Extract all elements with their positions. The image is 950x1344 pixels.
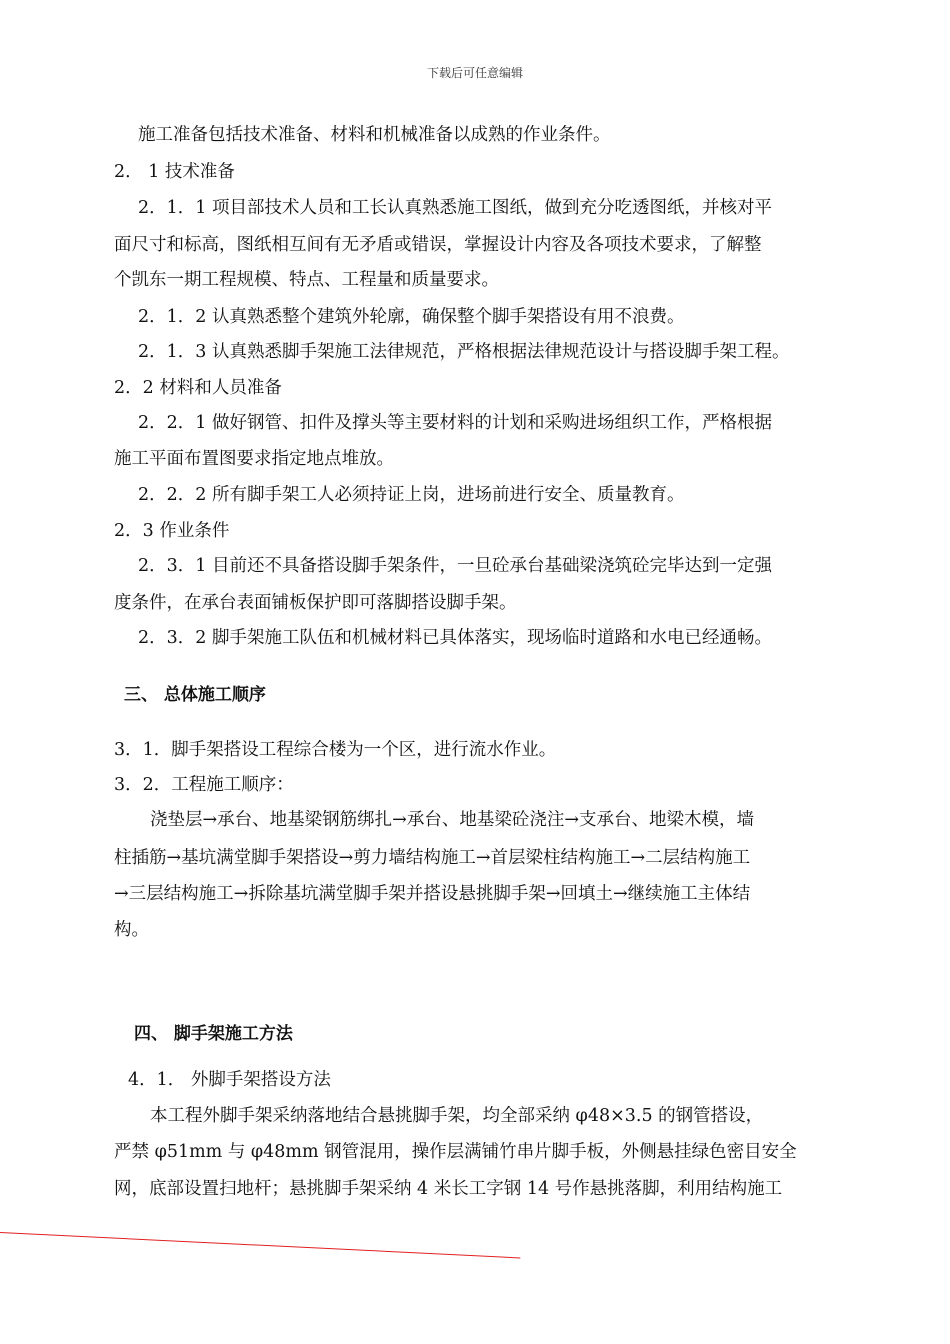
paragraph-line: 浇垫层→承台、地基梁钢筋绑扎→承台、地基梁砼浇注→支承台、地梁木模，墙 <box>150 810 754 830</box>
paragraph-line: 2．2．2 所有脚手架工人必须持证上岗，进场前进行安全、质量教育。 <box>138 485 685 505</box>
paragraph-line: 度条件，在承台表面铺板保护即可落脚搭设脚手架。 <box>114 593 517 613</box>
paragraph-line: 2．1．2 认真熟悉整个建筑外轮廓，确保整个脚手架搭设有用不浪费。 <box>138 307 685 327</box>
red-underline-mark <box>0 1232 520 1258</box>
section-heading: 2．3 作业条件 <box>114 521 230 541</box>
chapter-heading: 四、 脚手架施工方法 <box>134 1024 293 1044</box>
paragraph-line: 施工准备包括技术准备、材料和机械准备以成熟的作业条件。 <box>138 125 611 145</box>
paragraph-line: 2．1．1 项目部技术人员和工长认真熟悉施工图纸，做到充分吃透图纸，并核对平 <box>138 198 772 218</box>
page-header: 下载后可任意编辑 <box>426 66 523 80</box>
paragraph-line: 3．2．工程施工顺序： <box>114 775 294 795</box>
section-heading: 4．1． 外脚手架搭设方法 <box>128 1070 331 1090</box>
paragraph-line: 施工平面布置图要求指定地点堆放。 <box>114 449 394 469</box>
paragraph-line: 2．3．2 脚手架施工队伍和机械材料已具体落实，现场临时道路和水电已经通畅。 <box>138 628 772 648</box>
paragraph-line: 2．2．1 做好钢管、扣件及撑头等主要材料的计划和采购进场组织工作，严格根据 <box>138 413 772 433</box>
section-heading: 2． 1 技术准备 <box>114 162 235 182</box>
paragraph-line: 2．1．3 认真熟悉脚手架施工法律规范，严格根据法律规范设计与搭设脚手架工程。 <box>138 342 790 362</box>
section-heading: 2．2 材料和人员准备 <box>114 378 282 398</box>
paragraph-line: 网，底部设置扫地杆；悬挑脚手架采纳 4 米长工字钢 14 号作悬挑落脚，利用结构施工 <box>114 1179 783 1199</box>
paragraph-line: 柱插筋→基坑满堂脚手架搭设→剪力墙结构施工→首层梁柱结构施工→二层结构施工 <box>114 848 751 868</box>
paragraph-line: 2．3．1 目前还不具备搭设脚手架条件，一旦砼承台基础梁浇筑砼完毕达到一定强 <box>138 556 772 576</box>
paragraph-line: 个凯东一期工程规模、特点、工程量和质量要求。 <box>114 270 499 290</box>
paragraph-line: →三层结构施工→拆除基坑满堂脚手架并搭设悬挑脚手架→回填土→继续施工主体结 <box>114 884 751 904</box>
paragraph-line: 面尺寸和标高，图纸相互间有无矛盾或错误，掌握设计内容及各项技术要求，了解整 <box>114 235 762 255</box>
paragraph-line: 构。 <box>114 920 149 940</box>
chapter-heading: 三、 总体施工顺序 <box>124 685 266 705</box>
paragraph-line: 3．1．脚手架搭设工程综合楼为一个区，进行流水作业。 <box>114 740 557 760</box>
paragraph-line: 严禁 φ51mm 与 φ48mm 钢管混用，操作层满铺竹串片脚手板，外侧悬挂绿色密目安全 <box>114 1142 797 1162</box>
paragraph-line: 本工程外脚手架采纳落地结合悬挑脚手架，均全部采纳 φ48×3.5 的钢管搭设， <box>150 1106 764 1126</box>
